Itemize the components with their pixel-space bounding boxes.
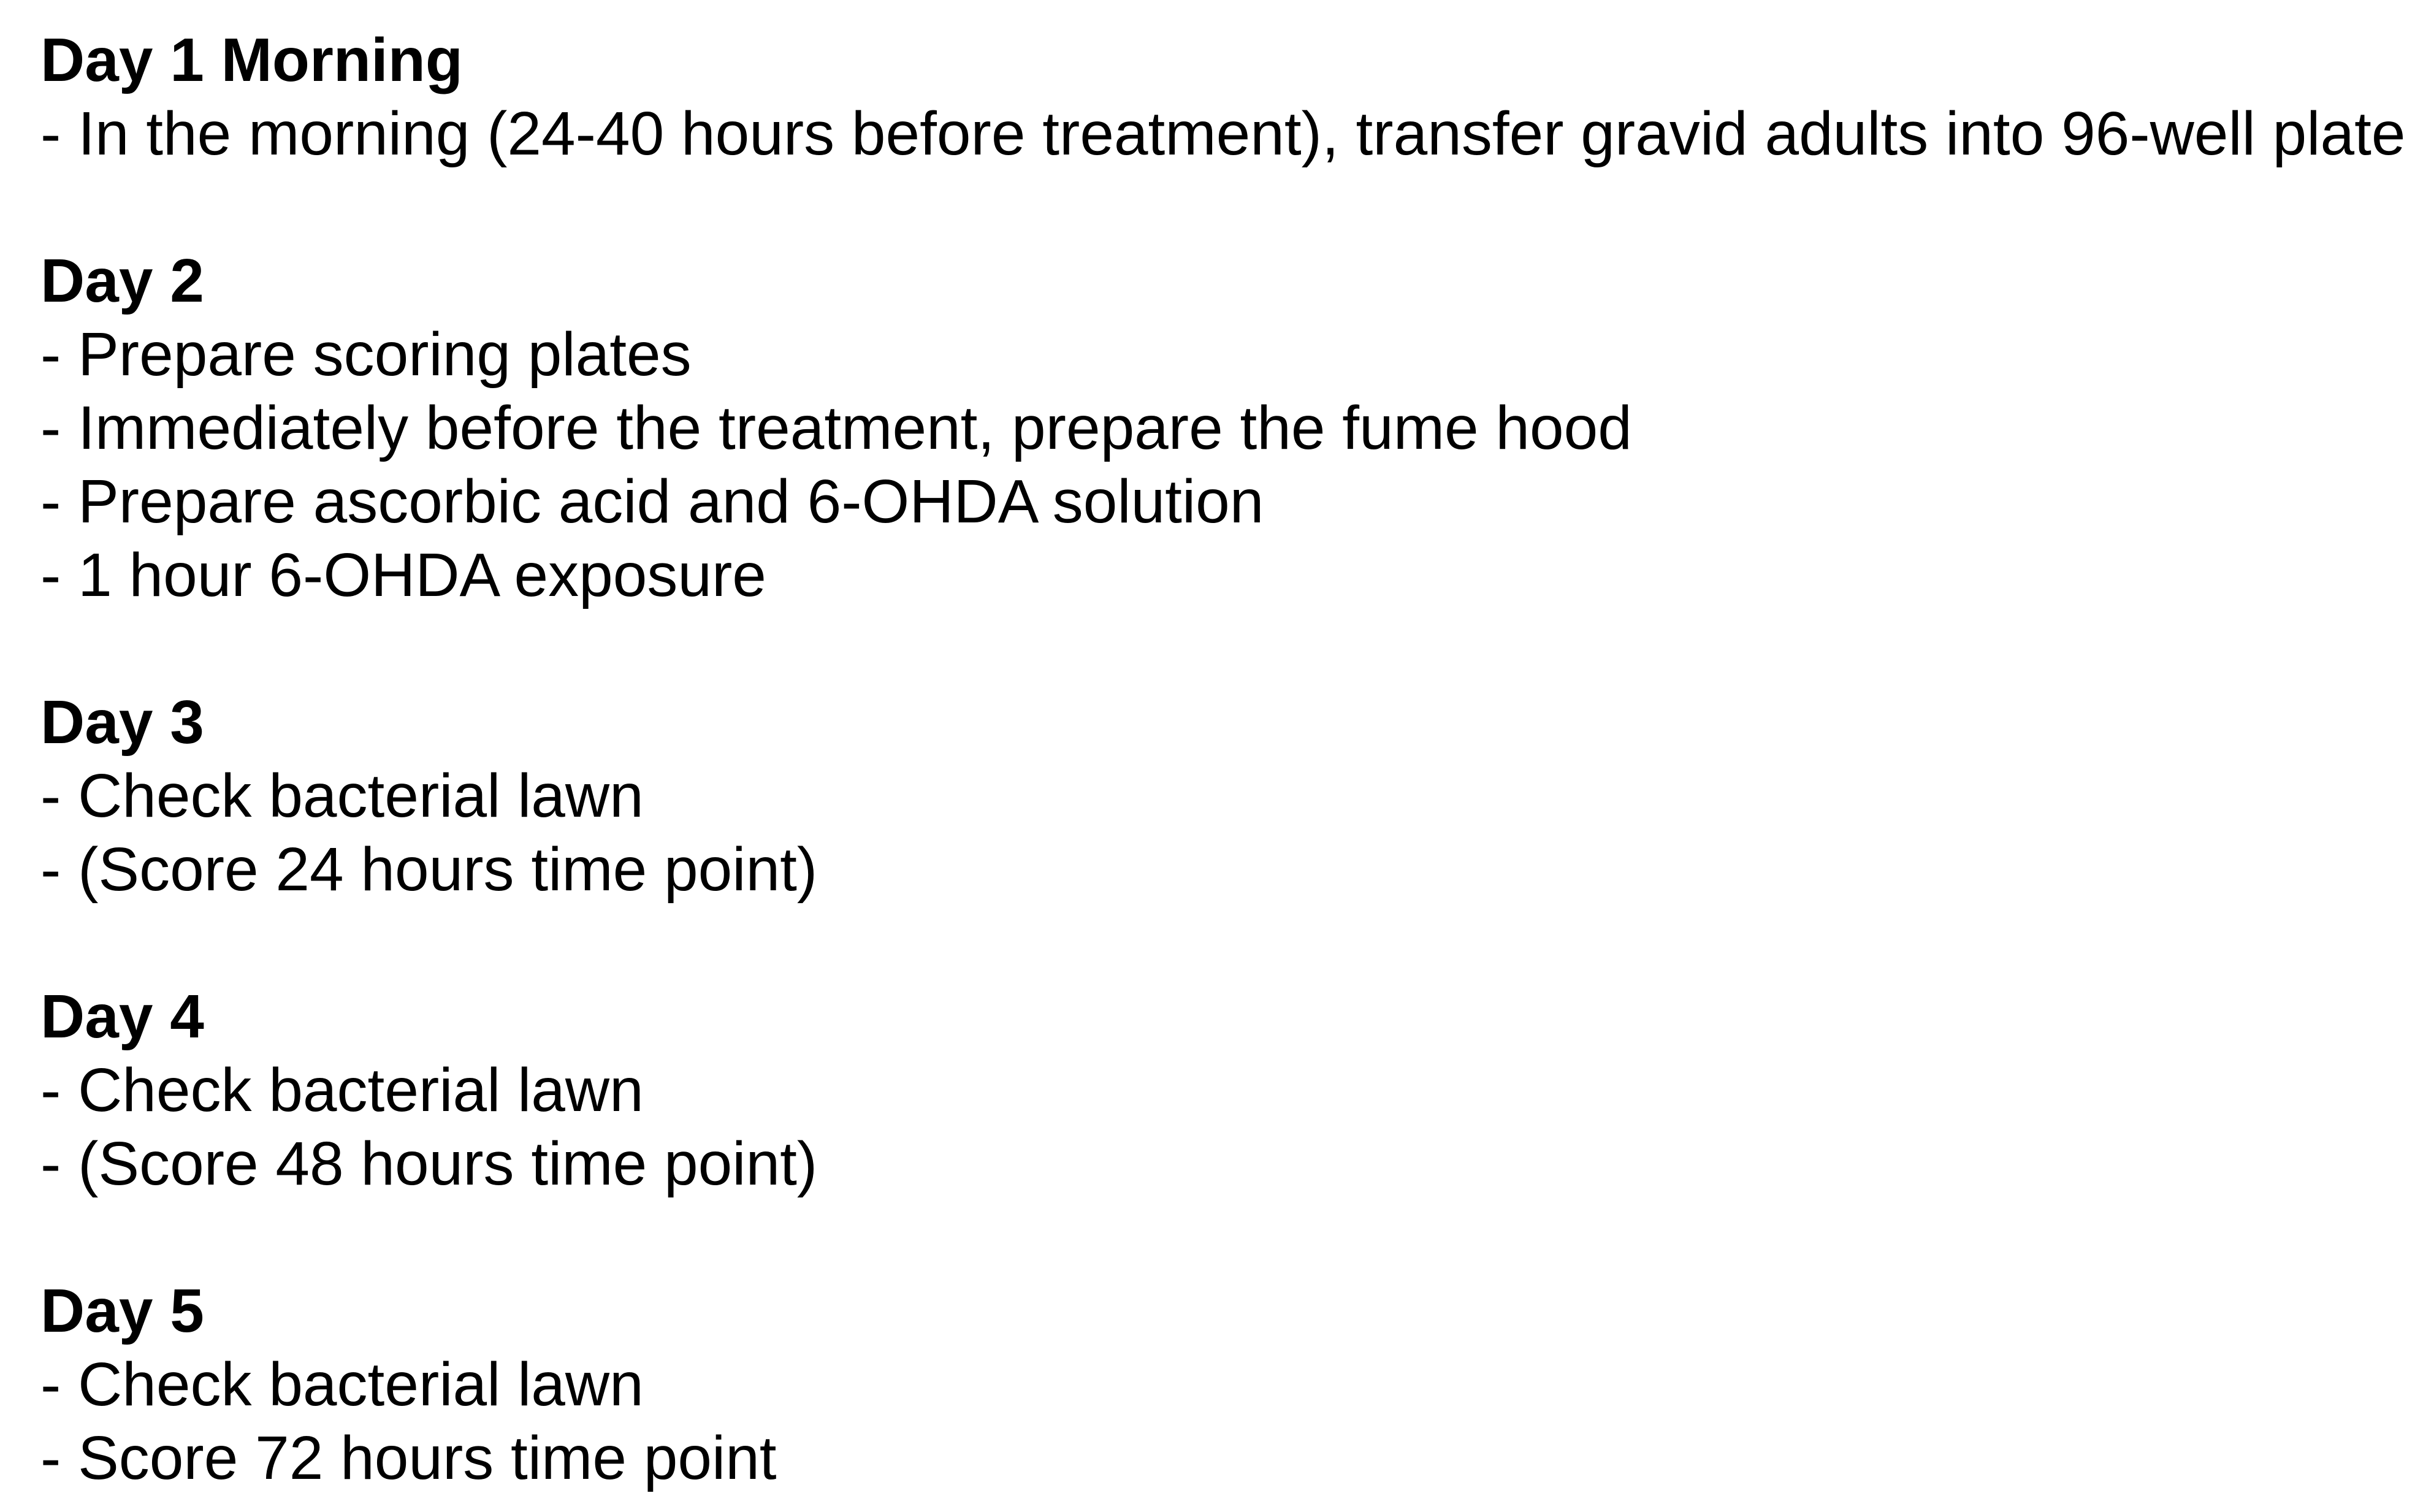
section-spacer — [40, 170, 2419, 244]
list-item: - 1 hour 6-OHDA exposure — [40, 541, 766, 609]
section-heading: Day 5 — [40, 1277, 204, 1345]
list-item: - Check bacterial lawn — [40, 1056, 644, 1124]
section-spacer — [40, 1201, 2419, 1274]
list-item: - Prepare ascorbic acid and 6-OHDA solution — [40, 467, 1264, 536]
list-item: - In the morning (24-40 hours before treatment), transfer gravid adults into 96-well plate — [40, 99, 2406, 168]
list-item: - (Score 24 hours time point) — [40, 835, 818, 904]
list-item: - Prepare scoring plates — [40, 320, 692, 389]
section-heading: Day 2 — [40, 246, 204, 315]
list-item: - Immediately before the treatment, prepare the fume hood — [40, 394, 1632, 462]
section-day-1-morning — [40, 23, 2419, 170]
list-item: - (Score 48 hours time point) — [40, 1129, 818, 1198]
list-item: - Score 72 hours time point — [40, 1424, 777, 1492]
section-day-3 — [40, 685, 2419, 906]
section-spacer — [40, 906, 2419, 980]
protocol-document — [40, 23, 2419, 1495]
section-heading: Day 4 — [40, 982, 204, 1051]
list-item: - Check bacterial lawn — [40, 762, 644, 830]
section-heading: Day 3 — [40, 688, 204, 757]
section-day-4 — [40, 980, 2419, 1201]
list-item: - Check bacterial lawn — [40, 1350, 644, 1419]
section-day-5 — [40, 1274, 2419, 1495]
section-spacer — [40, 612, 2419, 685]
section-heading: Day 1 Morning — [40, 26, 463, 94]
section-day-2 — [40, 244, 2419, 612]
